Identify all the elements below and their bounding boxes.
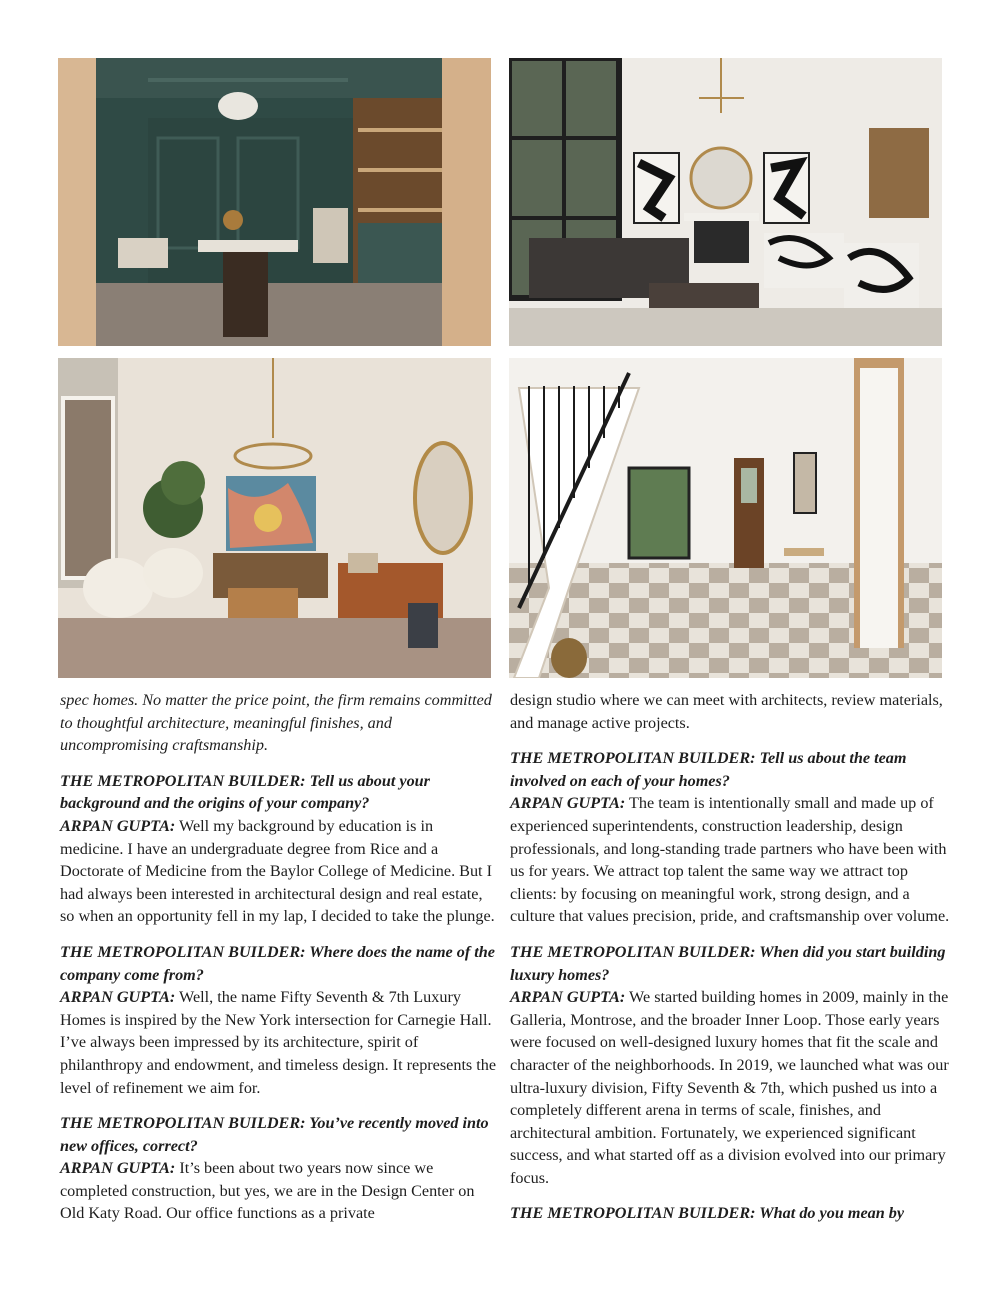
answer-company-name: Well, the name Fifty Seventh & 7th Luxury Homes is inspired by the New York intersection for Carnegie Hall. I’ve always been impressed by its architecture, spirit of philanthropy and endowment, and timeless design. It represents the level of refinement we aim for. (60, 988, 497, 1097)
qa-start-luxury (510, 941, 950, 1190)
question-start-luxury: THE METROPOLITAN BUILDER: When did you start building luxury homes? (510, 942, 946, 984)
qa-new-offices (60, 1112, 500, 1225)
answer-team: The team is intentionally small and made up of experienced superintendents, construction leadership, design professionals, and long-standing trade partners who have been with us for years. We attract top talent the same way we attract top clients: by focusing on meaningful work, strong design, and a culture that values precision, pride, and craftsmanship over volume. (510, 794, 950, 926)
photo-living-room (509, 58, 942, 346)
qa-company-name (60, 941, 500, 1099)
photo-sitting-room (58, 358, 491, 678)
speaker-label: ARPAN GUPTA: (60, 1159, 176, 1178)
speaker-label: ARPAN GUPTA: (510, 988, 626, 1007)
answer-background: Well my background by education is in medicine. I have an undergraduate degree from Rice and a Doctorate of Medicine from the Baylor College of Medicine. But I had always been interested in architectural design and real estate, so when an opportunity fell in my lap, I decided to take the plunge. (60, 816, 495, 926)
right-column (510, 689, 950, 1238)
question-company-name: THE METROPOLITAN BUILDER: Where does the name of the company come from? (60, 942, 495, 984)
photo-foyer (509, 358, 942, 678)
answer-start-luxury: We started building homes in 2009, mainly in the Galleria, Montrose, and the broader Inner Loop. Those early years were focused on well-designed luxury homes that fit the scale and character of the neighborhoods. In 2019, we launched what was our ultra-luxury division, Fifty Seventh & 7th, which pushed us into a completely different arena in terms of scale, finishes, and architectural ambition. Fortunately, we experienced significant success, and what started off as a division evolved into our primary focus. (510, 988, 949, 1187)
photo-green-office (58, 58, 491, 346)
trailing-question: THE METROPOLITAN BUILDER: What do you mean by (510, 1204, 905, 1223)
continuation-paragraph: design studio where we can meet with architects, review materials, and manage active projects. (510, 691, 943, 732)
qa-team (510, 747, 950, 928)
answer-new-offices: It’s been about two years now since we completed construction, but yes, we are in the Design Center on Old Katy Road. Our office functions as a private (60, 1159, 475, 1223)
question-background: THE METROPOLITAN BUILDER: Tell us about your background and the origins of your company? (60, 771, 430, 813)
qa-background (60, 770, 500, 928)
speaker-label: ARPAN GUPTA: (60, 816, 176, 835)
question-new-offices: THE METROPOLITAN BUILDER: You’ve recently moved into new offices, correct? (60, 1114, 489, 1155)
left-column (60, 689, 500, 1238)
intro-paragraph: spec homes. No matter the price point, the firm remains committed to thoughtful architecture, meaningful finishes, and uncompromising craftsmanship. (60, 691, 492, 755)
speaker-label: ARPAN GUPTA: (510, 794, 626, 813)
speaker-label: ARPAN GUPTA: (60, 988, 176, 1007)
question-team: THE METROPOLITAN BUILDER: Tell us about the team involved on each of your homes? (510, 749, 907, 790)
